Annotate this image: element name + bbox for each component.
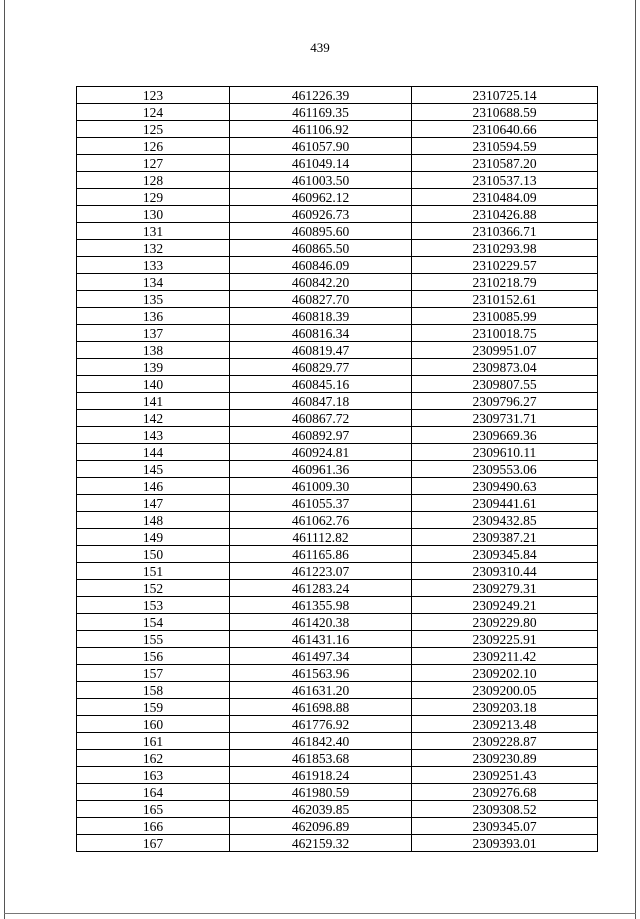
point-number-cell: 138 xyxy=(77,342,230,359)
x-coordinate-cell: 461057.90 xyxy=(230,138,412,155)
y-coordinate-cell: 2309202.10 xyxy=(412,665,598,682)
x-coordinate-cell: 461165.86 xyxy=(230,546,412,563)
y-coordinate-cell: 2309393.01 xyxy=(412,835,598,852)
y-coordinate-cell: 2309276.68 xyxy=(412,784,598,801)
table-row xyxy=(77,512,598,529)
table-row xyxy=(77,478,598,495)
point-number-cell: 166 xyxy=(77,818,230,835)
table-row xyxy=(77,189,598,206)
x-coordinate-cell: 461431.16 xyxy=(230,631,412,648)
y-coordinate-cell: 2309669.36 xyxy=(412,427,598,444)
coordinates-table-body xyxy=(77,87,598,852)
table-row xyxy=(77,427,598,444)
y-coordinate-cell: 2309251.43 xyxy=(412,767,598,784)
y-coordinate-cell: 2309249.21 xyxy=(412,597,598,614)
x-coordinate-cell: 460829.77 xyxy=(230,359,412,376)
point-number-cell: 159 xyxy=(77,699,230,716)
x-coordinate-cell: 462039.85 xyxy=(230,801,412,818)
point-number-cell: 135 xyxy=(77,291,230,308)
x-coordinate-cell: 460867.72 xyxy=(230,410,412,427)
x-coordinate-cell: 461169.35 xyxy=(230,104,412,121)
y-coordinate-cell: 2310594.59 xyxy=(412,138,598,155)
table-row xyxy=(77,257,598,274)
point-number-cell: 129 xyxy=(77,189,230,206)
y-coordinate-cell: 2310085.99 xyxy=(412,308,598,325)
y-coordinate-cell: 2309951.07 xyxy=(412,342,598,359)
y-coordinate-cell: 2310426.88 xyxy=(412,206,598,223)
point-number-cell: 167 xyxy=(77,835,230,852)
x-coordinate-cell: 461776.92 xyxy=(230,716,412,733)
point-number-cell: 137 xyxy=(77,325,230,342)
x-coordinate-cell: 461853.68 xyxy=(230,750,412,767)
x-coordinate-cell: 462096.89 xyxy=(230,818,412,835)
x-coordinate-cell: 461009.30 xyxy=(230,478,412,495)
x-coordinate-cell: 461698.88 xyxy=(230,699,412,716)
y-coordinate-cell: 2309213.48 xyxy=(412,716,598,733)
x-coordinate-cell: 460845.16 xyxy=(230,376,412,393)
x-coordinate-cell: 460962.12 xyxy=(230,189,412,206)
table-row xyxy=(77,104,598,121)
point-number-cell: 133 xyxy=(77,257,230,274)
table-row xyxy=(77,240,598,257)
x-coordinate-cell: 461497.34 xyxy=(230,648,412,665)
table-row xyxy=(77,121,598,138)
point-number-cell: 156 xyxy=(77,648,230,665)
x-coordinate-cell: 462159.32 xyxy=(230,835,412,852)
y-coordinate-cell: 2310293.98 xyxy=(412,240,598,257)
x-coordinate-cell: 461226.39 xyxy=(230,87,412,104)
table-row xyxy=(77,648,598,665)
y-coordinate-cell: 2310725.14 xyxy=(412,87,598,104)
y-coordinate-cell: 2309490.63 xyxy=(412,478,598,495)
x-coordinate-cell: 461049.14 xyxy=(230,155,412,172)
table-row xyxy=(77,87,598,104)
y-coordinate-cell: 2309731.71 xyxy=(412,410,598,427)
point-number-cell: 152 xyxy=(77,580,230,597)
point-number-cell: 142 xyxy=(77,410,230,427)
point-number-cell: 148 xyxy=(77,512,230,529)
x-coordinate-cell: 461112.82 xyxy=(230,529,412,546)
coordinates-table xyxy=(76,86,598,852)
table-row xyxy=(77,733,598,750)
x-coordinate-cell: 460926.73 xyxy=(230,206,412,223)
table-row xyxy=(77,784,598,801)
x-coordinate-cell: 461420.38 xyxy=(230,614,412,631)
point-number-cell: 157 xyxy=(77,665,230,682)
y-coordinate-cell: 2309432.85 xyxy=(412,512,598,529)
point-number-cell: 155 xyxy=(77,631,230,648)
x-coordinate-cell: 460892.97 xyxy=(230,427,412,444)
y-coordinate-cell: 2309279.31 xyxy=(412,580,598,597)
point-number-cell: 147 xyxy=(77,495,230,512)
table-row xyxy=(77,206,598,223)
table-row xyxy=(77,563,598,580)
y-coordinate-cell: 2310218.79 xyxy=(412,274,598,291)
x-coordinate-cell: 461106.92 xyxy=(230,121,412,138)
point-number-cell: 151 xyxy=(77,563,230,580)
table-row xyxy=(77,410,598,427)
table-row xyxy=(77,682,598,699)
table-row xyxy=(77,631,598,648)
point-number-cell: 163 xyxy=(77,767,230,784)
point-number-cell: 162 xyxy=(77,750,230,767)
x-coordinate-cell: 460895.60 xyxy=(230,223,412,240)
point-number-cell: 144 xyxy=(77,444,230,461)
table-row xyxy=(77,291,598,308)
point-number-cell: 164 xyxy=(77,784,230,801)
x-coordinate-cell: 460827.70 xyxy=(230,291,412,308)
page-bottom-rule xyxy=(4,913,636,914)
point-number-cell: 134 xyxy=(77,274,230,291)
point-number-cell: 161 xyxy=(77,733,230,750)
x-coordinate-cell: 461003.50 xyxy=(230,172,412,189)
table-row xyxy=(77,614,598,631)
x-coordinate-cell: 461062.76 xyxy=(230,512,412,529)
point-number-cell: 160 xyxy=(77,716,230,733)
point-number-cell: 165 xyxy=(77,801,230,818)
y-coordinate-cell: 2309211.42 xyxy=(412,648,598,665)
x-coordinate-cell: 460847.18 xyxy=(230,393,412,410)
point-number-cell: 153 xyxy=(77,597,230,614)
y-coordinate-cell: 2309345.07 xyxy=(412,818,598,835)
table-row xyxy=(77,818,598,835)
y-coordinate-cell: 2310640.66 xyxy=(412,121,598,138)
y-coordinate-cell: 2310484.09 xyxy=(412,189,598,206)
y-coordinate-cell: 2309796.27 xyxy=(412,393,598,410)
x-coordinate-cell: 460816.34 xyxy=(230,325,412,342)
x-coordinate-cell: 461842.40 xyxy=(230,733,412,750)
table-row xyxy=(77,546,598,563)
table-row xyxy=(77,444,598,461)
page-number: 439 xyxy=(310,40,330,55)
point-number-cell: 145 xyxy=(77,461,230,478)
table-row xyxy=(77,665,598,682)
y-coordinate-cell: 2309807.55 xyxy=(412,376,598,393)
x-coordinate-cell: 460819.47 xyxy=(230,342,412,359)
x-coordinate-cell: 460865.50 xyxy=(230,240,412,257)
table-row xyxy=(77,801,598,818)
table-row xyxy=(77,172,598,189)
table-row xyxy=(77,223,598,240)
point-number-cell: 132 xyxy=(77,240,230,257)
y-coordinate-cell: 2310537.13 xyxy=(412,172,598,189)
table-row xyxy=(77,716,598,733)
y-coordinate-cell: 2309308.52 xyxy=(412,801,598,818)
y-coordinate-cell: 2310587.20 xyxy=(412,155,598,172)
table-row xyxy=(77,580,598,597)
table-row xyxy=(77,325,598,342)
y-coordinate-cell: 2309200.05 xyxy=(412,682,598,699)
y-coordinate-cell: 2309203.18 xyxy=(412,699,598,716)
point-number-cell: 124 xyxy=(77,104,230,121)
table-row xyxy=(77,461,598,478)
y-coordinate-cell: 2309310.44 xyxy=(412,563,598,580)
table-row xyxy=(77,495,598,512)
point-number-cell: 123 xyxy=(77,87,230,104)
x-coordinate-cell: 461563.96 xyxy=(230,665,412,682)
table-row xyxy=(77,274,598,291)
y-coordinate-cell: 2310366.71 xyxy=(412,223,598,240)
x-coordinate-cell: 460818.39 xyxy=(230,308,412,325)
x-coordinate-cell: 461918.24 xyxy=(230,767,412,784)
y-coordinate-cell: 2310229.57 xyxy=(412,257,598,274)
table-row xyxy=(77,138,598,155)
y-coordinate-cell: 2309345.84 xyxy=(412,546,598,563)
point-number-cell: 139 xyxy=(77,359,230,376)
point-number-cell: 130 xyxy=(77,206,230,223)
x-coordinate-cell: 461283.24 xyxy=(230,580,412,597)
point-number-cell: 154 xyxy=(77,614,230,631)
y-coordinate-cell: 2309610.11 xyxy=(412,444,598,461)
y-coordinate-cell: 2310018.75 xyxy=(412,325,598,342)
point-number-cell: 128 xyxy=(77,172,230,189)
point-number-cell: 158 xyxy=(77,682,230,699)
y-coordinate-cell: 2310688.59 xyxy=(412,104,598,121)
table-row xyxy=(77,376,598,393)
table-row xyxy=(77,155,598,172)
point-number-cell: 146 xyxy=(77,478,230,495)
y-coordinate-cell: 2309873.04 xyxy=(412,359,598,376)
y-coordinate-cell: 2309441.61 xyxy=(412,495,598,512)
y-coordinate-cell: 2310152.61 xyxy=(412,291,598,308)
point-number-cell: 125 xyxy=(77,121,230,138)
x-coordinate-cell: 461223.07 xyxy=(230,563,412,580)
y-coordinate-cell: 2309229.80 xyxy=(412,614,598,631)
x-coordinate-cell: 460961.36 xyxy=(230,461,412,478)
point-number-cell: 149 xyxy=(77,529,230,546)
point-number-cell: 127 xyxy=(77,155,230,172)
y-coordinate-cell: 2309553.06 xyxy=(412,461,598,478)
point-number-cell: 126 xyxy=(77,138,230,155)
table-row xyxy=(77,393,598,410)
x-coordinate-cell: 461355.98 xyxy=(230,597,412,614)
x-coordinate-cell: 460842.20 xyxy=(230,274,412,291)
point-number-cell: 143 xyxy=(77,427,230,444)
table-row xyxy=(77,342,598,359)
point-number-cell: 150 xyxy=(77,546,230,563)
y-coordinate-cell: 2309225.91 xyxy=(412,631,598,648)
point-number-cell: 131 xyxy=(77,223,230,240)
table-row xyxy=(77,308,598,325)
x-coordinate-cell: 460846.09 xyxy=(230,257,412,274)
point-number-cell: 140 xyxy=(77,376,230,393)
table-row xyxy=(77,835,598,852)
point-number-cell: 141 xyxy=(77,393,230,410)
table-row xyxy=(77,597,598,614)
table-row xyxy=(77,359,598,376)
y-coordinate-cell: 2309228.87 xyxy=(412,733,598,750)
x-coordinate-cell: 461055.37 xyxy=(230,495,412,512)
table-row xyxy=(77,529,598,546)
table-row xyxy=(77,767,598,784)
table-row xyxy=(77,750,598,767)
point-number-cell: 136 xyxy=(77,308,230,325)
x-coordinate-cell: 460924.81 xyxy=(230,444,412,461)
x-coordinate-cell: 461631.20 xyxy=(230,682,412,699)
y-coordinate-cell: 2309230.89 xyxy=(412,750,598,767)
y-coordinate-cell: 2309387.21 xyxy=(412,529,598,546)
table-row xyxy=(77,699,598,716)
x-coordinate-cell: 461980.59 xyxy=(230,784,412,801)
